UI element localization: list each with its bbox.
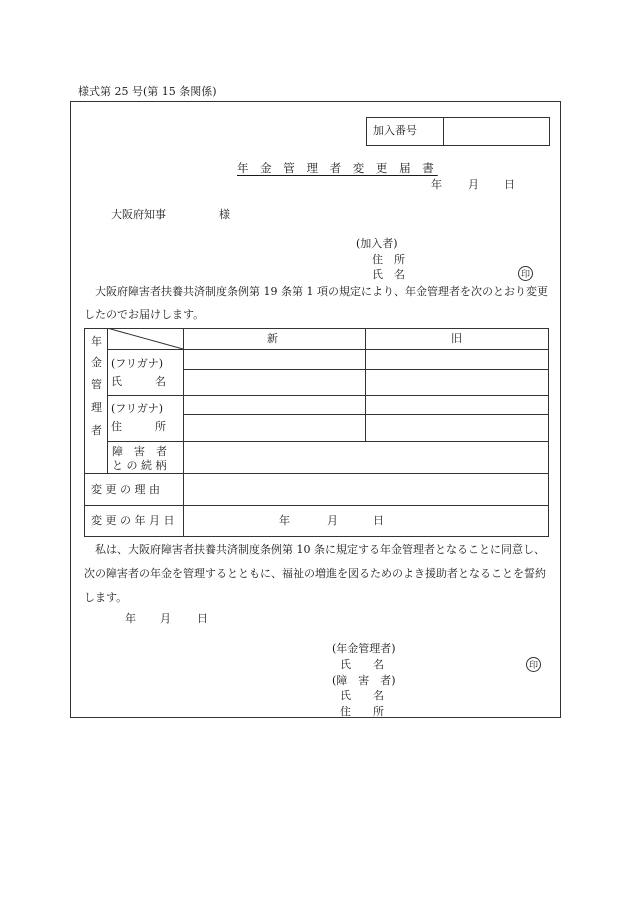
side-label-char-3: 管 — [91, 378, 102, 391]
col-header-new: 新 — [267, 332, 278, 345]
subscriber-seal-mark: 印 — [518, 266, 533, 281]
name-furigana-label: (フリガナ) — [111, 357, 164, 370]
old-name-field[interactable] — [367, 371, 547, 394]
addressee: 大阪府知事 — [111, 208, 166, 221]
name-label: 氏 名 — [111, 375, 166, 388]
manager-name-label: 氏 名 — [340, 658, 384, 671]
relation-label-line2: と の 続 柄 — [112, 459, 167, 472]
new-name-furigana-field[interactable] — [185, 351, 363, 368]
reason-label: 変 更 の 理 由 — [91, 483, 160, 496]
table-relation-end-line — [84, 473, 549, 474]
address-label: 住 所 — [111, 420, 166, 433]
old-address-furigana-field[interactable] — [367, 397, 547, 413]
side-label-char-2: 金 — [91, 356, 102, 369]
change-date-year: 年 — [279, 514, 290, 527]
subscriber-name-label: 氏 名 — [372, 268, 405, 281]
consent-paragraph: 私は、大阪府障害者扶養共済制度条例第 10 条に規定する年金管理者となることに同意し、次の障害者の年金を管理するとともに、福祉の増進を図るためのよき援助者となることを誓約します。 — [84, 543, 546, 604]
table-reason-end-line — [84, 505, 549, 506]
disabled-name-label: 氏 名 — [340, 689, 384, 702]
subscriber-address-label: 住 所 — [372, 253, 405, 266]
side-label-char-5: 者 — [91, 424, 102, 437]
subscriber-role: (加入者) — [356, 237, 398, 250]
table-address-end-line — [107, 441, 549, 442]
addressee-honorific: 様 — [219, 208, 230, 221]
address-furigana-label: (フリガナ) — [111, 402, 164, 415]
new-name-field[interactable] — [185, 371, 363, 394]
date-year: 年 — [431, 178, 442, 191]
relation-field[interactable] — [185, 443, 547, 472]
form-title: 年 金 管 理 者 変 更 届 書 — [237, 161, 438, 175]
side-label-char-4: 理 — [91, 401, 102, 414]
member-number-field[interactable] — [450, 125, 545, 139]
old-name-furigana-field[interactable] — [367, 351, 547, 368]
change-date-label: 変 更 の 年 月 日 — [91, 514, 175, 527]
consent-date-day: 日 — [197, 612, 208, 625]
intro-paragraph: 大阪府障害者扶養共済制度条例第 19 条第 1 項の規定により、年金管理者を次のとおり変更したのでお届けします。 — [84, 285, 548, 321]
old-address-field[interactable] — [367, 416, 547, 440]
new-address-field[interactable] — [185, 416, 363, 440]
member-number-divider — [443, 117, 444, 146]
change-date-month: 月 — [327, 514, 338, 527]
form-number: 様式第 25 号(第 15 条関係) — [78, 85, 217, 98]
manager-seal-mark: 印 — [526, 657, 541, 672]
table-address-furigana-line — [183, 414, 549, 415]
date-day: 日 — [504, 178, 515, 191]
consent-date-year: 年 — [125, 612, 136, 625]
reason-field[interactable] — [185, 475, 547, 504]
consent-date-month: 月 — [160, 612, 171, 625]
new-address-furigana-field[interactable] — [185, 397, 363, 413]
manager-role: (年金管理者) — [332, 642, 396, 655]
change-date-day: 日 — [373, 514, 384, 527]
relation-label-line1: 障 害 者 — [112, 445, 167, 458]
table-header-diagonal — [107, 328, 184, 350]
table-name-furigana-line — [183, 369, 549, 370]
member-number-label: 加入番号 — [373, 124, 417, 137]
date-month: 月 — [468, 178, 479, 191]
disabled-address-label: 住 所 — [340, 705, 384, 718]
table-name-end-line — [107, 395, 549, 396]
side-label-char-1: 年 — [91, 335, 102, 348]
table-col-line-new-old — [365, 328, 366, 441]
col-header-old: 旧 — [451, 332, 462, 345]
disabled-role: (障 害 者) — [332, 674, 396, 687]
